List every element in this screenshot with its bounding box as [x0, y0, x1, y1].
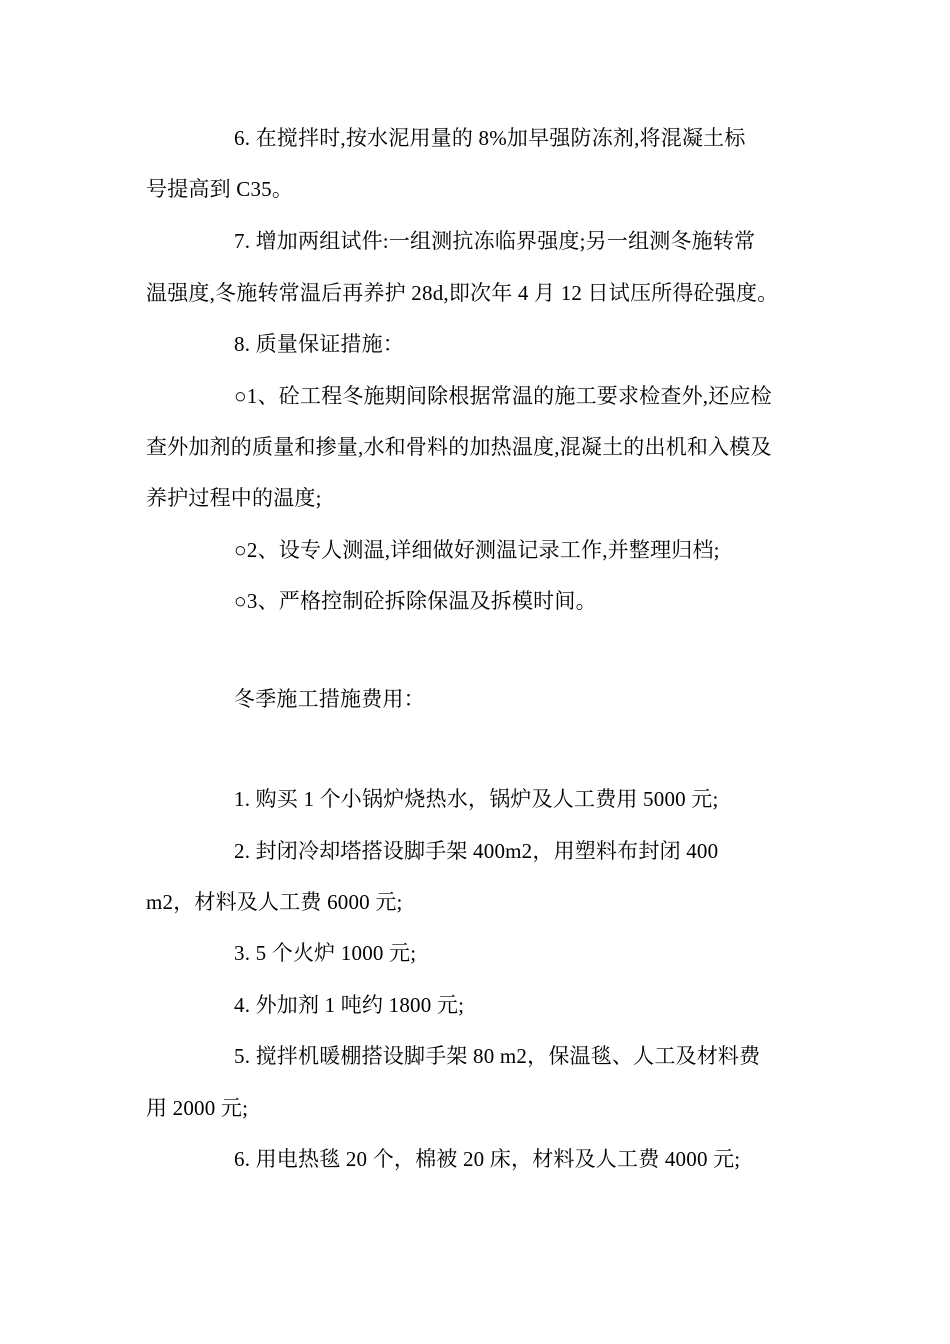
- cost-item-5-line-2: 用 2000 元;: [146, 1096, 249, 1120]
- paragraph-8-heading: 8. 质量保证措施：: [234, 332, 404, 356]
- paragraph-7-line-1: 7. 增加两组试件:一组测抗冻临界强度;另一组测冬施转常: [234, 229, 756, 253]
- measure-2-line: ○2、设专人测温,详细做好测温记录工作,并整理归档;: [234, 538, 720, 562]
- paragraph-7-line-2: 温强度,冬施转常温后再养护 28d,即次年 4 月 12 日试压所得砼强度。: [146, 281, 779, 305]
- measure-1-line-3: 养护过程中的温度;: [146, 486, 322, 510]
- cost-item-2-line-2: m2，材料及人工费 6000 元;: [146, 890, 403, 914]
- cost-section-heading: 冬季施工措施费用：: [234, 687, 425, 711]
- cost-item-3: 3. 5 个火炉 1000 元;: [234, 941, 417, 965]
- measure-1-line-1: ○1、砼工程冬施期间除根据常温的施工要求检查外,还应检: [234, 384, 772, 408]
- cost-item-6: 6. 用电热毯 20 个，棉被 20 床，材料及人工费 4000 元;: [234, 1147, 741, 1171]
- cost-item-2-line-1: 2. 封闭冷却塔搭设脚手架 400m2，用塑料布封闭 400: [234, 839, 719, 863]
- measure-3-line: ○3、严格控制砼拆除保温及拆模时间。: [234, 589, 597, 613]
- measure-1-line-2: 查外加剂的质量和掺量,水和骨料的加热温度,混凝土的出机和入模及: [146, 435, 772, 459]
- cost-item-1: 1. 购买 1 个小锅炉烧热水，锅炉及人工费用 5000 元;: [234, 787, 719, 811]
- cost-item-4: 4. 外加剂 1 吨约 1800 元;: [234, 993, 465, 1017]
- paragraph-6-line-1: 6. 在搅拌时,按水泥用量的 8%加早强防冻剂,将混凝土标: [234, 126, 746, 150]
- cost-item-5-line-1: 5. 搅拌机暖棚搭设脚手架 80 m2，保温毯、人工及材料费: [234, 1044, 761, 1068]
- paragraph-6-line-2: 号提高到 C35。: [146, 177, 294, 201]
